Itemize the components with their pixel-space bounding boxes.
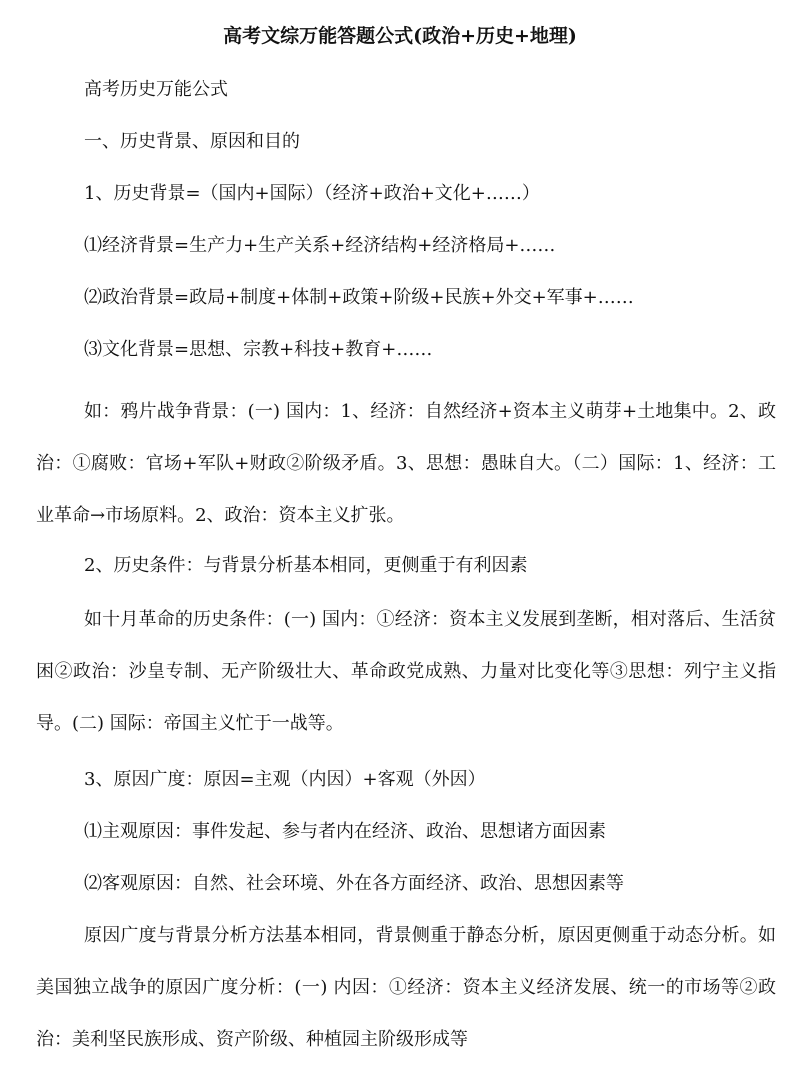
item-1: 1、历史背景=（国内+国际）（经济+政治+文化+……） <box>84 183 540 204</box>
item-3-1: ⑴主观原因：事件发起、参与者内在经济、政治、思想诸方面因素 <box>84 821 606 842</box>
analysis-paragraph: 原因广度与背景分析方法基本相同，背景侧重于静态分析，原因更侧重于动态分析。如美国独立战争的原因广度分析：(一) 内因：①经济：资本主义经济发展、统一的市场等②政治：美利坚民族形成、资产阶级、种植园主阶级形成等 <box>36 925 776 1050</box>
document-title: 高考文综万能答题公式(政治+历史+地理) <box>223 25 577 47</box>
section-1-title: 一、历史背景、原因和目的 <box>84 131 300 152</box>
item-1-3: ⑶文化背景=思想、宗教+科技+教育+…… <box>84 339 433 360</box>
item-3: 3、原因广度：原因=主观（内因）+客观（外因） <box>84 769 486 790</box>
example-paragraph-1: 如：鸦片战争背景：(一) 国内：1、经济：自然经济+资本主义萌芽+土地集中。2、政治：①腐败：官场+军队+财政②阶级矛盾。3、思想：愚昧自大。（二）国际：1、经济：工业革命→市场原料。2、政治：资本主义扩张。 <box>36 401 776 526</box>
item-1-2: ⑵政治背景=政局+制度+体制+政策+阶级+民族+外交+军事+…… <box>84 287 634 308</box>
item-2: 2、历史条件：与背景分析基本相同，更侧重于有利因素 <box>84 555 528 576</box>
item-1-1: ⑴经济背景=生产力+生产关系+经济结构+经济格局+…… <box>84 235 556 256</box>
item-3-2: ⑵客观原因：自然、社会环境、外在各方面经济、政治、思想因素等 <box>84 873 624 894</box>
section-heading: 高考历史万能公式 <box>84 79 228 100</box>
example-paragraph-2: 如十月革命的历史条件：(一) 国内：①经济：资本主义发展到垄断，相对落后、生活贫困②政治：沙皇专制、无产阶级壮大、革命政党成熟、力量对比变化等③思想：列宁主义指导。(二) 国际：帝国主义忙于一战等。 <box>36 609 776 734</box>
